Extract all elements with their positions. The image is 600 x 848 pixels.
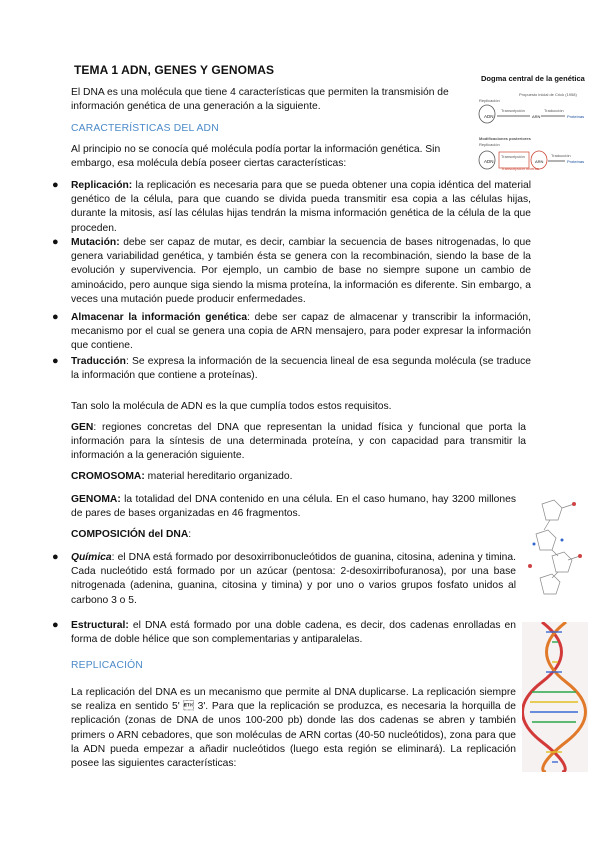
- nucleotide-structure-figure: [522, 494, 592, 604]
- gen-label: GEN: [71, 422, 94, 433]
- bullet-label: Replicación:: [71, 180, 133, 191]
- bullet-text: debe ser capaz de mutar, es decir, cambiar la secuencia de bases nitrogenadas, lo que genera variabilidad genética, y también ésta se genera con la recombinación, siendo la base de la evolución y supervivencia. Por ejemplo, un cambio de base no siempre supone un cambio de aminoácido, pero aunque siga siendo la misma proteína, la información es diferente. Sin embargo, a veces una mutación puede producir enfermedades.: [71, 237, 531, 305]
- label-adn-2: ADN: [484, 159, 494, 164]
- bullet-replicacion: [71, 179, 531, 236]
- bullet-label: Estructural:: [71, 620, 129, 631]
- section-heading-caracteristicas: CARACTERÍSTICAS DEL ADN: [71, 123, 219, 134]
- bullet-text: la replicación es necesaria para que se pueda obtener una copia idéntica del material genético de la célula, para que cuando se divida pueda transmitir esa copia a las células hijas, durante la mitosis, así las células hijas tendrán la misma información genética de la célula de la que proceden.: [71, 180, 531, 234]
- cromosoma-definition: [71, 470, 292, 484]
- genoma-text: la totalidad del DNA contenido en una célula. En el caso humano, hay 3200 millones de pares de bases organizadas en 46 fragmentos.: [71, 494, 516, 520]
- label-traduccion-2: Traducción: [551, 153, 571, 158]
- label-proteinas-2: Proteínas: [567, 159, 585, 164]
- caracteristicas-intro: Al principio no se conocía qué molécula podía portar la información genética. Sin embargo, esa molécula debía poseer ciertas características:: [71, 144, 441, 170]
- bullet-text: : debe ser capaz de almacenar y transcribir la información, mecanismo por el cual se genera una copia de ARN mensajero, para poder expresar la información que contiene.: [71, 312, 531, 352]
- bullet-text: : el DNA está formado por desoxirribonucleótidos de guanina, citosina, adenina y timina. Cada nucleótido está formado por un azúcar (pentosa: 2-desoxirribofuranosa), por una base nitrogenada (adenina, guanina, citosina y timina) y por uno o varios grupos fosfato unidos al carbono 3 o 5.: [71, 552, 516, 606]
- label-transcripcion-1: Transcripción: [501, 108, 525, 113]
- dogma-central-figure: [475, 74, 587, 184]
- dogma-diagram: [475, 82, 587, 186]
- cromosoma-label: CROMOSOMA:: [71, 471, 145, 482]
- bullet-icon: ●: [52, 236, 59, 248]
- replicacion-paragraph: La replicación del DNA es un mecanismo que permite al DNA duplicarse. La replicación siempre se realiza en sentido 5'  3'. Para que la replicación se produzca, es necesaria la horquilla de replicación (zonas de DNA de unos 100-200 pb) donde las dos cadenas se abren y también primers o ARN cebadores, que son moléculas de ARN cortas (40-50 nucleótidos), zona para que la ADN pueda empezar a añadir nucleótidos (luego esta región se eliminará). La replicación posee las siguientes características:: [71, 687, 516, 770]
- label-arn-2: ARN: [535, 159, 544, 164]
- bullet-label: Almacenar la información genética: [71, 312, 248, 323]
- bullet-text: : Se expresa la información de la secuencia lineal de esa segunda molécula (se traduce la información que contiene a proteínas).: [71, 356, 531, 382]
- bullet-icon: ●: [52, 551, 59, 563]
- gen-definition: [71, 421, 526, 464]
- bullet-icon: ●: [52, 619, 59, 631]
- requisitos-paragraph: Tan solo la molécula de ADN es la que cumplía todos estos requisitos.: [71, 401, 392, 412]
- cromosoma-text: material hereditario organizado.: [144, 471, 293, 482]
- bullet-text: el DNA está formado por una doble cadena, es decir, dos cadenas enrolladas en forma de doble hélice que son complementarias y antiparalelas.: [71, 620, 516, 646]
- genoma-definition: [71, 493, 516, 521]
- bullet-label: Mutación:: [71, 237, 120, 248]
- intro-paragraph: El DNA es una molécula que tiene 4 características que permiten la transmisión de información genética de una generación a la siguiente.: [71, 87, 449, 113]
- bullet-icon: ●: [52, 355, 59, 367]
- bullet-almacenar: [71, 311, 531, 354]
- bullet-label: Traducción: [71, 356, 126, 367]
- bullet-mutacion: [71, 236, 531, 307]
- figure-title: Dogma central de la genética: [481, 74, 585, 83]
- bullet-quimica: [71, 551, 516, 608]
- label-replicacion-2: Replicación: [479, 142, 500, 147]
- label-arn-1: ARN: [532, 114, 541, 119]
- bullet-label: Química: [71, 552, 112, 563]
- label-proteinas-1: Proteínas: [567, 114, 585, 119]
- figure-subtitle-2: Modificaciones posteriores: [479, 136, 531, 141]
- label-adn-1: ADN: [484, 114, 494, 119]
- bullet-icon: ●: [52, 179, 59, 191]
- composicion-colon: :: [188, 529, 192, 540]
- page-title: TEMA 1 ADN, GENES Y GENOMAS: [74, 63, 275, 77]
- bullet-traduccion: [71, 355, 531, 383]
- genoma-label: GENOMA:: [71, 494, 121, 505]
- label-replicacion-1: Replicación: [479, 98, 500, 103]
- bullet-icon: ●: [52, 311, 59, 323]
- dna-double-helix-figure: [522, 622, 588, 772]
- composicion-label: COMPOSICIÓN del DNA: [71, 529, 189, 540]
- composicion-heading: [71, 528, 191, 542]
- label-retro: Transcripción inversa: [501, 166, 539, 171]
- bullet-estructural: [71, 619, 516, 647]
- label-transcripcion-2: Transcripción: [501, 154, 525, 159]
- label-traduccion-1: Traducción: [544, 108, 564, 113]
- figure-subtitle-1: Propuesto inicial de Crick (1958): [519, 92, 577, 97]
- section-heading-replicacion: REPLICACIÓN: [71, 660, 144, 671]
- gen-text: : regiones concretas del DNA que representan la unidad física y funcional que porta la información para la síntesis de una determinada proteína, y con capacidad para transmitir la información a la generación siguiente.: [71, 422, 526, 462]
